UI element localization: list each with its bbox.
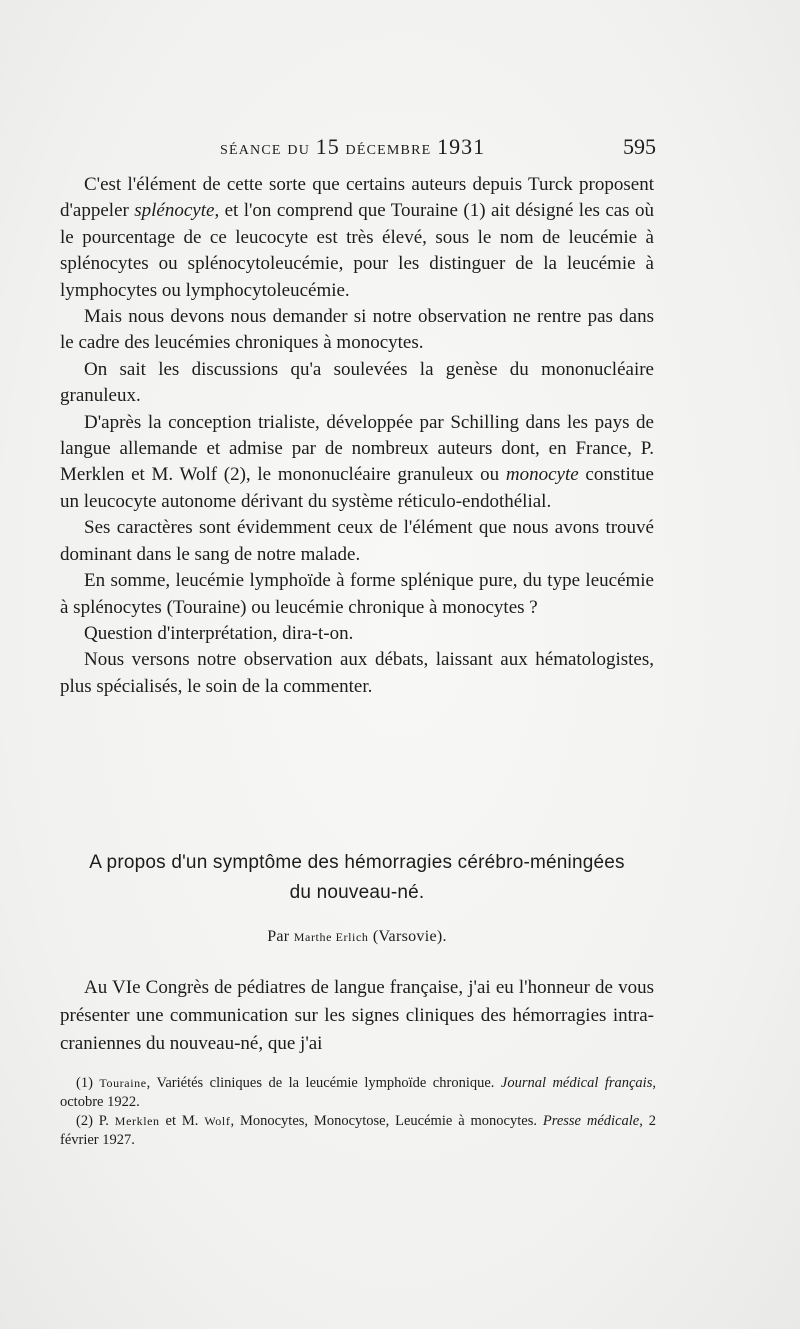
footnote-text: , 2 février 1927. xyxy=(60,1113,657,1148)
head-month: DÉCEMBRE xyxy=(345,143,432,158)
paragraph-text: constitue un leucocyte autonome dérivant du système réticulo-endothélial. xyxy=(60,464,654,512)
footnote-author: Merklen xyxy=(114,1114,160,1128)
paragraph-monocytes-question: Mais nous devons nous demander si notre observation ne rentre pas dans le cadre des leucémies chroniques à monocytes. xyxy=(60,306,654,354)
paragraph-trialist-conception xyxy=(60,410,654,516)
paragraph-conclusion: Nous versons notre observation aux débats, laissant aux hématologistes, plus spécialisés, le soin de la commenter. xyxy=(60,649,654,697)
footnote-journal: Journal médical français xyxy=(500,1075,653,1091)
head-du: DU xyxy=(287,143,311,158)
paragraph-splenocyte xyxy=(60,172,654,304)
footnote-text: (2) P. xyxy=(76,1113,115,1129)
paragraph-text: C'est l'élément de cette sorte que certains auteurs depuis Turck proposent d'appeler xyxy=(60,174,654,222)
article-title xyxy=(60,848,654,908)
byline-place: (Varsovie). xyxy=(372,928,447,945)
byline xyxy=(60,928,654,946)
byline-par: Par xyxy=(267,928,290,945)
article-body-continued xyxy=(60,172,654,700)
paragraph-characters: Ses caractères sont évidemment ceux de l'élément que nous avons trouvé dominant dans le sang de notre malade. xyxy=(60,517,654,565)
italic-term: monocyte xyxy=(505,464,579,486)
footnote-author: Wolf xyxy=(204,1114,231,1128)
article-title-line-1: A propos d'un symptôme des hémorragies cérébro-méningées xyxy=(89,852,625,873)
footnote-text: et M. xyxy=(159,1113,205,1129)
article-title-line-2: du nouveau-né. xyxy=(289,882,425,903)
footnote-text: (1) xyxy=(76,1075,100,1091)
footnote-text: , Monocytes, Monocytose, Leucémie à monocytes. xyxy=(230,1113,543,1129)
paragraph-discussions: On sait les discussions qu'a soulevées la genèse du mononucléaire granuleux. xyxy=(60,358,654,407)
paragraph-text: , et l'on comprend que Touraine (1) ait désigné les cas où le pourcentage de ce leucocyte est très élevé, sous le nom de leucémie à splénocytes ou splénocytoleucémie, pour les distinguer de la leucémie à lymphocytes ou lymphocytoleucémie. xyxy=(60,200,654,301)
paragraph-interpretation: Question d'interprétation, dira-t-on. xyxy=(84,622,354,644)
paragraph-summary: En somme, leucémie lymphoïde à forme splénique pure, du type leucémie à splénocytes (Touraine) ou leucémie chronique à monocytes ? xyxy=(60,570,654,618)
byline-author: Marthe Erlich xyxy=(293,930,369,944)
footnote-1 xyxy=(60,1074,656,1112)
new-article-body xyxy=(60,974,654,1058)
footnote-text: , octobre 1922. xyxy=(60,1075,656,1110)
head-year: 1931 xyxy=(437,134,486,159)
head-day: 15 xyxy=(315,134,340,159)
paragraph-text: D'après la conception trialiste, développée par Schilling dans les pays de langue allemande et admise par de nombreux auteurs dont, en France, P. Merklen et M. Wolf (2), le mononucléaire granuleux ou xyxy=(60,411,654,486)
footnote-text: , Variétés cliniques de la leucémie lymphoïde chronique. xyxy=(146,1075,501,1091)
footnote-2 xyxy=(60,1112,656,1150)
paragraph-intro: Au VIe Congrès de pédiatres de langue française, j'ai eu l'honneur de vous présenter une communication sur les signes cliniques des hémorragies intra-craniennes du nouveau-né, que j'ai xyxy=(60,977,654,1054)
running-head-title xyxy=(220,134,485,160)
running-head xyxy=(60,134,656,162)
head-seance: SÉANCE xyxy=(220,143,282,158)
footnote-author: Touraine xyxy=(99,1076,147,1090)
italic-term: splénocyte xyxy=(134,200,215,222)
footnote-journal: Presse médicale xyxy=(542,1113,640,1129)
footnotes xyxy=(60,1074,656,1150)
page-number: 595 xyxy=(623,134,656,159)
